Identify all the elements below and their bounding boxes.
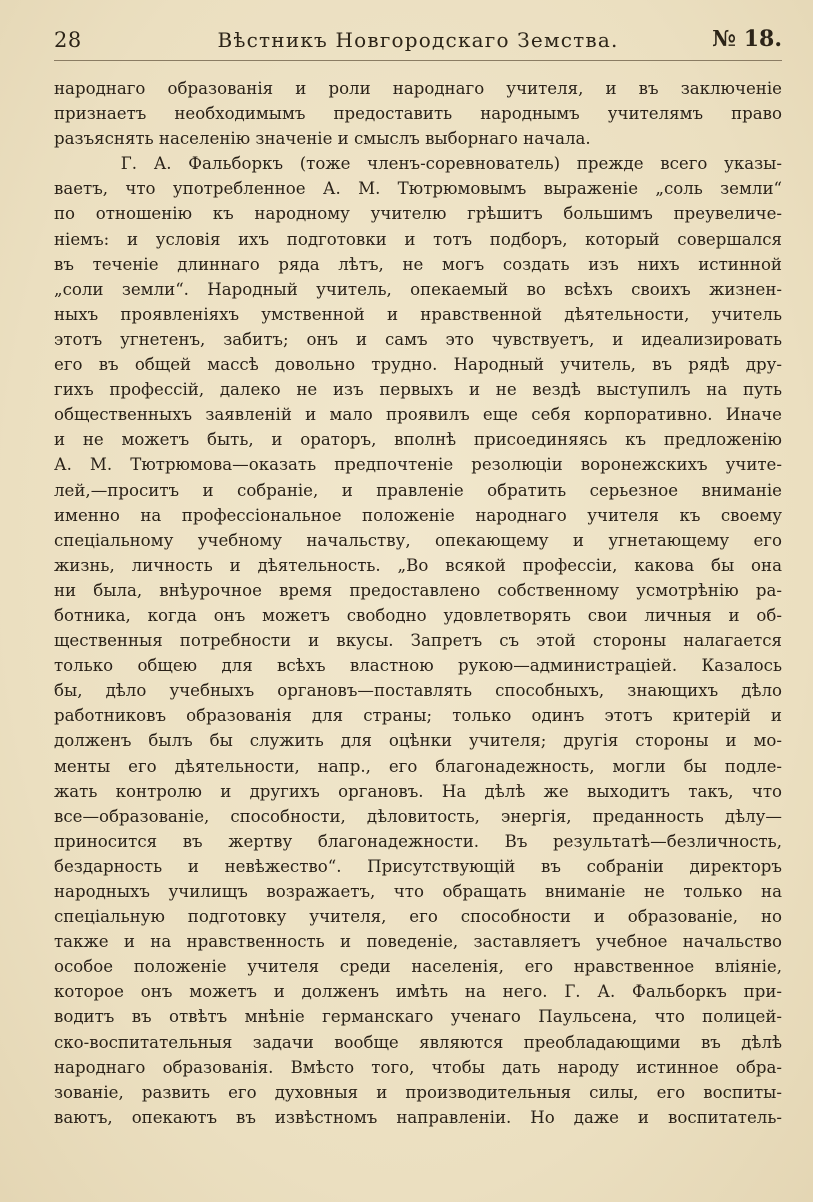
text-line: спеціальную подготовку учителя, его способности и образованіе, но [54, 907, 782, 927]
page-number: 28 [54, 28, 82, 52]
text-line: долженъ былъ бы служить для оцѣнки учителя; другія стороны и мо- [54, 731, 782, 751]
text-line: Г. А. Фальборкъ (тоже членъ-соревнователь) прежде всего указы- [54, 154, 782, 174]
text-line: народнаго образованія. Вмѣсто того, чтобы дать народу истинное обра- [54, 1057, 782, 1077]
text-line: ваютъ, опекаютъ въ извѣстномъ направленіи. Но даже и воспитатель- [54, 1107, 782, 1127]
text-line: ботника, когда онъ можетъ свободно удовлетворять свои личныя и об- [54, 605, 782, 625]
text-line: бы, дѣло учебныхъ органовъ—поставлять способныхъ, знающихъ дѣло [54, 681, 782, 701]
running-title: Вѣстникъ Новгородскаго Земства. [217, 28, 619, 52]
text-line: „соли земли“. Народный учитель, опекаемый во всѣхъ своихъ жизнен- [54, 279, 782, 299]
text-line: лей,—проситъ и собраніе, и правленіе обратить серьезное вниманіе [54, 480, 782, 500]
text-line: по отношенію къ народному учителю грѣшитъ большимъ преувеличе- [54, 204, 782, 224]
text-line: бездарность и невѣжество“. Присутствующій въ собраніи директоръ [54, 856, 782, 876]
text-line: общественныхъ заявленій и мало проявилъ еще себя корпоративно. Иначе [54, 405, 782, 425]
header-rule [54, 60, 782, 61]
text-line: только общею для всѣхъ властною рукою—администраціей. Казалось [54, 656, 782, 676]
text-line: его въ общей массѣ довольно трудно. Народный учитель, въ рядѣ дру- [54, 355, 782, 375]
text-line: также и на нравственность и поведеніе, заставляетъ учебное начальство [54, 932, 782, 952]
text-line: ско-воспитательныя задачи вообще являются преобладающими въ дѣлѣ [54, 1032, 782, 1052]
text-line: жизнь, личность и дѣятельность. „Во всякой профессіи, какова бы она [54, 555, 782, 575]
text-line: этотъ угнетенъ, забитъ; онъ и самъ это чувствуетъ, и идеализировать [54, 329, 782, 349]
issue-number: № 18. [712, 26, 782, 52]
text-line: жать контролю и другихъ органовъ. На дѣлѣ же выходитъ такъ, что [54, 781, 782, 801]
text-line: менты его дѣятельности, напр., его благонадежность, могли бы подле- [54, 756, 782, 776]
text-line: въ теченіе длиннаго ряда лѣтъ, не могъ создать изъ нихъ истинной [54, 254, 782, 274]
text-line: А. М. Тютрюмова—оказать предпочтеніе резолюціи воронежскихъ учите- [54, 455, 782, 475]
article-body [54, 76, 782, 1130]
text-line: народнаго образованія и роли народнаго учителя, и въ заключеніе [54, 79, 782, 98]
text-line: водитъ въ отвѣтъ мнѣніе германскаго ученаго Паульсена, что полицей- [54, 1007, 782, 1027]
text-line: которое онъ можетъ и долженъ имѣть на него. Г. А. Фальборкъ при- [54, 982, 782, 1002]
text-line: ніемъ: и условія ихъ подготовки и тотъ подборъ, который совершался [54, 229, 782, 249]
text-line: народныхъ училищъ возражаетъ, что обращать вниманіе не только на [54, 882, 782, 901]
text-line: спеціальному учебному начальству, опекающему и угнетающему его [54, 530, 782, 550]
text-line: гихъ профессій, далеко не изъ первыхъ и не вездѣ выступилъ на путь [54, 380, 782, 400]
text-line: приносится въ жертву благонадежности. Въ результатѣ—безличность, [54, 831, 782, 851]
text-line: ныхъ проявленіяхъ умственной и нравственной дѣятельности, учитель [54, 304, 782, 324]
text-line: и не можетъ быть, и ораторъ, вполнѣ присоединяясь къ предложенію [54, 430, 782, 450]
text-line: особое положеніе учителя среди населенія, его нравственное вліяніе, [54, 957, 782, 977]
text-line: зованіе, развить его духовныя и производительныя силы, его воспиты- [54, 1082, 782, 1102]
page-header [54, 24, 782, 54]
text-line: разъяснять населенію значеніе и смыслъ выборнаго начала. [54, 129, 591, 149]
text-line: все—образованіе, способности, дѣловитость, энергія, преданность дѣлу— [54, 806, 782, 826]
text-line: именно на профессіональное положеніе народнаго учителя къ своему [54, 505, 782, 525]
text-line: ваетъ, что употребленное А. М. Тютрюмовымъ выраженіе „соль земли“ [54, 179, 782, 199]
text-line: работниковъ образованія для страны; только одинъ этотъ критерій и [54, 706, 782, 726]
text-line: признаетъ необходимымъ предоставить народнымъ учителямъ право [54, 104, 782, 124]
text-line: щественныя потребности и вкусы. Запретъ съ этой стороны налагается [54, 631, 782, 651]
text-line: ни была, внѣурочное время предоставлено собственному усмотрѣнію ра- [54, 580, 782, 600]
